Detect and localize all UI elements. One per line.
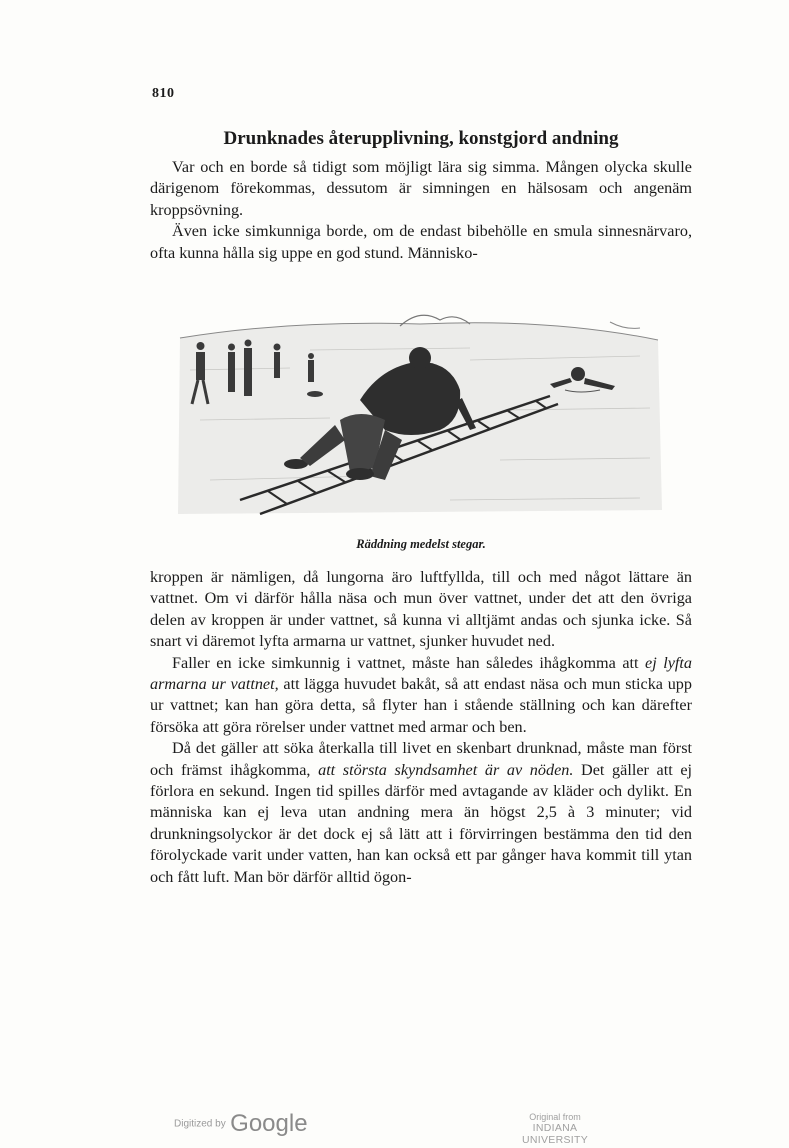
original-from-watermark: [500, 1112, 610, 1146]
rescue-illustration: [170, 290, 670, 528]
paragraph-text: att lägga huvudet bakåt, så att endast näsa och mun sticka upp ur vattnet; kan han göra detta, så flyter han i stående ställning och kan därefter försöka att göra rörelser under vattnet med armar och ben.: [150, 675, 692, 736]
page-number: 810: [152, 86, 175, 101]
paragraph: Var och en borde så tidigt som möjligt lära sig simma. Mången olycka skulle därigenom förekommas, dessutom är simningen en hälsosam och angenäm kroppsövning.: [150, 158, 692, 219]
google-logo: Google: [230, 1110, 308, 1137]
text-block-bottom: [150, 567, 692, 888]
institution-name: INDIANA UNIVERSITY: [521, 1122, 588, 1146]
original-from-label: Original from: [529, 1112, 581, 1122]
paragraph-text: Faller en icke simkunnig i vattnet, måste han således ihågkomma att: [172, 653, 639, 672]
paragraph: kroppen är nämligen, då lungorna äro luftfyllda, till och med något lättare än vattnet. Om vi därför hålla näsa och mun över vattnet, under det att den övriga delen av kroppen är under vattnet, så kunna vi alltjämt andas och sjunka icke. Så snart vi däremot lyfta armarna ur vattnet, sjunker huvudet ned.: [150, 568, 692, 651]
paragraph: Även icke simkunniga borde, om de endast bibehölle en smula sinnesnärvaro, ofta kunna hålla sig uppe en god stund. Människo-: [150, 222, 692, 262]
paragraph-text: Då det gäller att söka återkalla till livet en skenbart drunknad, måste man först och främst ihågkomma,: [150, 739, 692, 779]
paragraph: [150, 738, 692, 888]
paragraph: [150, 653, 692, 739]
paragraph-text: Det gäller att ej förlora en sekund. Ingen tid spilles därför med avtagande av kläder och dylikt. En människa kan ej leva utan andning mera än högst 2,5 à 3 minuter; vid drunkningsolyckor är det dock ej så lätt att i förvirringen bestämma den tid den förolyckade varit under vatten, han kan också ett par gånger hava kommit till ytan och fått luft. Man bör därför alltid ögon-: [150, 760, 693, 886]
text-block-top: [150, 157, 692, 264]
emphasis: att största skyndsamhet är av nöden.: [318, 760, 574, 779]
figure-caption: Räddning medelst stegar.: [356, 537, 486, 551]
digitized-by-label: Digitized by: [174, 1118, 226, 1130]
emphasis: ej lyfta armarna ur vattnet,: [150, 653, 692, 694]
digitized-by-watermark: [174, 1110, 308, 1138]
page-title: Drunknades återupplivning, konstgjord andning: [223, 128, 619, 149]
